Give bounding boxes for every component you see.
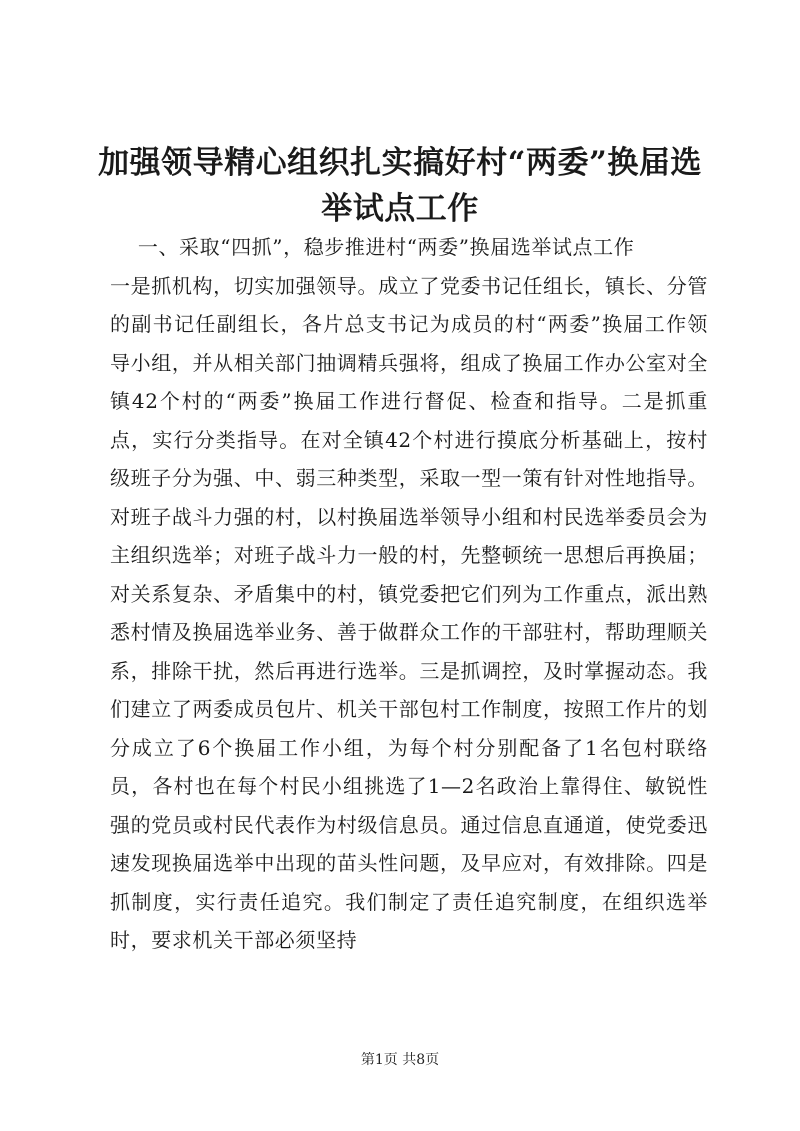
body-paragraph: 一是抓机构，切实加强领导。成立了党委书记任组长，镇长、分管的副书记任副组长，各片总支书记为成员的村“两委”换届工作领导小组，并从相关部门抽调精兵强将，组成了换届工作办公室对全镇42个村的“两委”换届工作进行督促、检查和指导。二是抓重点，实行分类指导。在对全镇42个村进行摸底分析基础上，按村级班子分为强、中、弱三种类型，采取一型一策有针对性地指导。对班子战斗力强的村，以村换届选举领导小组和村民选举委员会为主组织选举；对班子战斗力一般的村，先整顿统一思想后再换届；对关系复杂、矛盾集中的村，镇党委把它们列为工作重点，派出熟悉村情及换届选举业务、善于做群众工作的干部驻村，帮助理顺关系，排除干扰，然后再进行选举。三是抓调控，及时掌握动态。我们建立了两委成员包片、机关干部包村工作制度，按照工作片的划分成立了6个换届工作小组，为每个村分别配备了1名包村联络员，各村也在每个村民小组挑选了1—2名政治上靠得住、敏锐性强的党员或村民代表作为村级信息员。通过信息直通道，使党委迅速发现换届选举中出现的苗头性问题，及早应对，有效排除。四是抓制度，实行责任追究。我们制定了责任追究制度，在组织选举时，要求机关干部必须坚持 xyxy=(110,273,708,952)
section-heading: 一、采取“四抓”，稳步推进村“两委”换届选举试点工作 xyxy=(110,235,635,259)
document-title: 加强领导精心组织扎实搞好村“两委”换届选举试点工作 xyxy=(98,145,702,227)
document-body xyxy=(110,228,708,960)
page-footer: 第1页 共8页 xyxy=(360,1052,440,1068)
